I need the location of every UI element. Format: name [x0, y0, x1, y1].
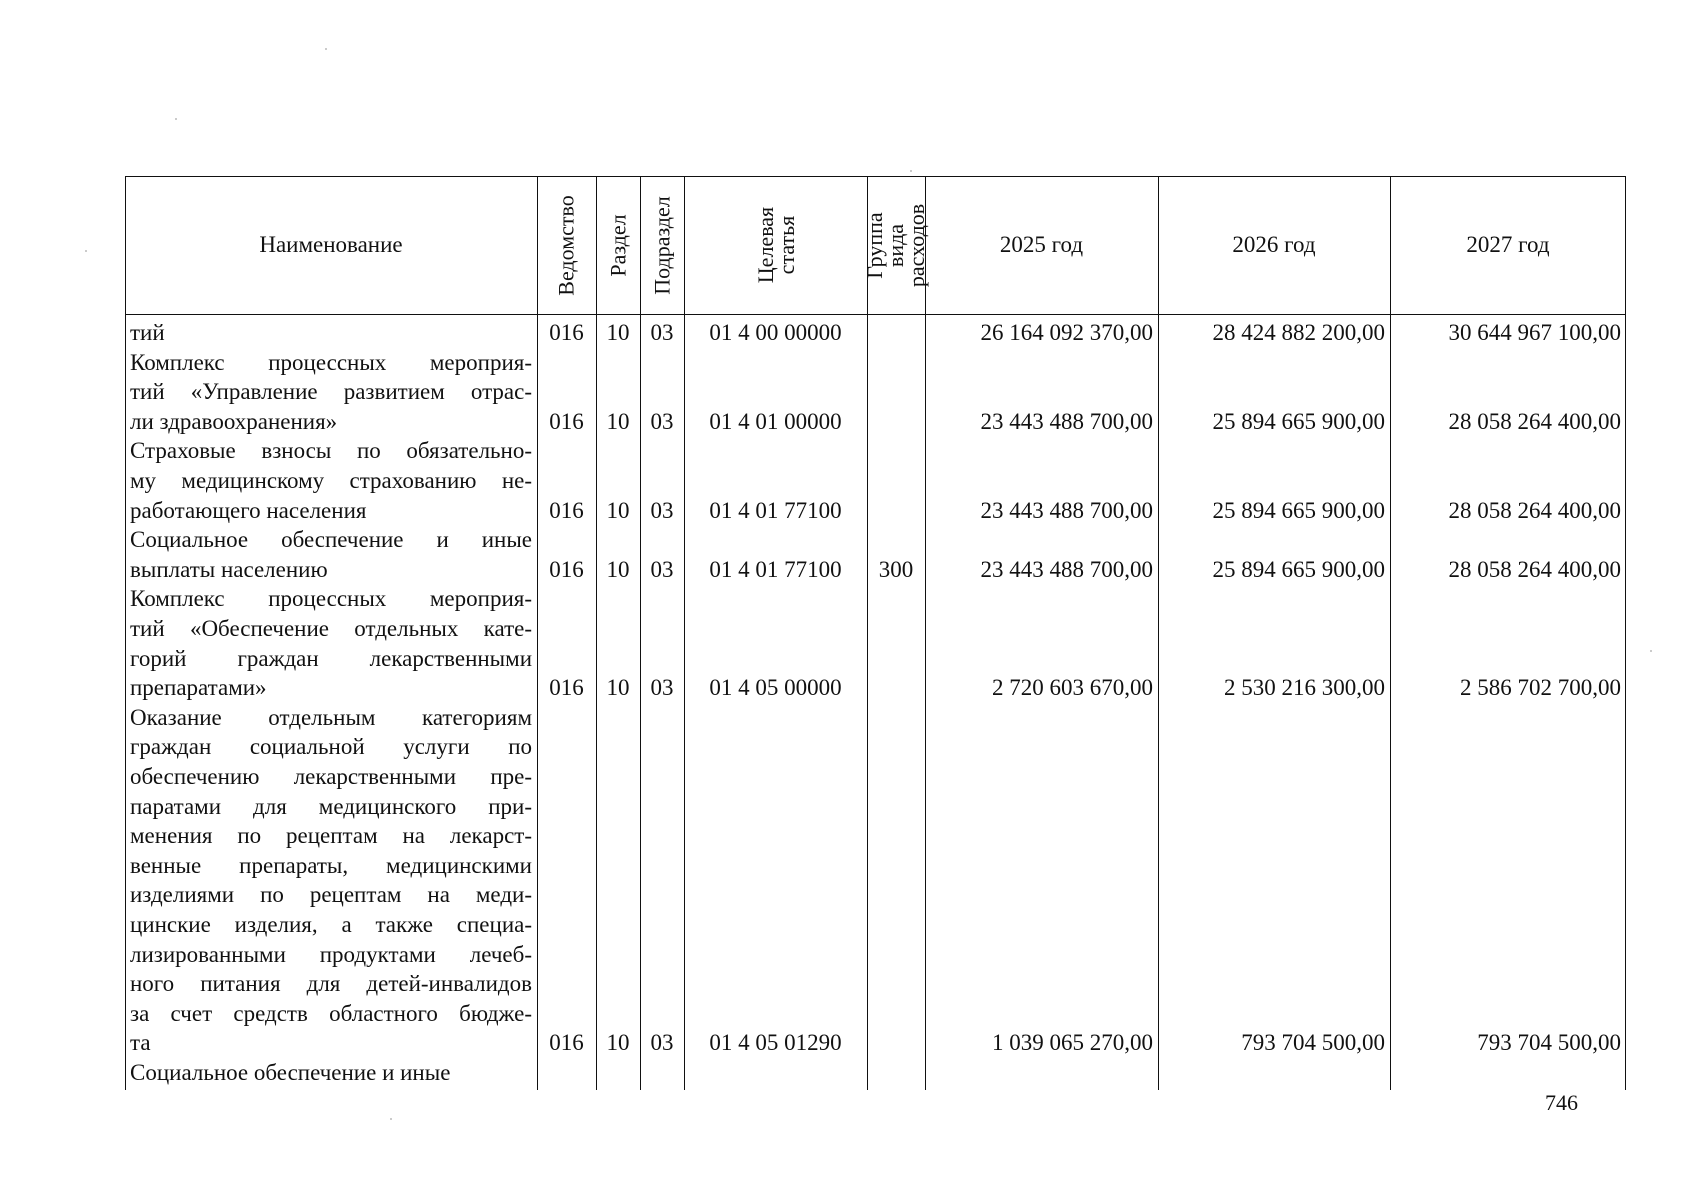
scan-speck	[325, 48, 327, 50]
row-name-line: граждан социальной услуги по	[130, 734, 532, 760]
row-value-2027: 28 058 264 400,00	[1448, 408, 1621, 434]
row-name-line: работающего населения	[130, 497, 367, 523]
row-value-2026: 25 894 665 900,00	[1212, 408, 1385, 434]
header-department: Ведомство	[554, 194, 579, 296]
row-value-2026: 793 704 500,00	[1241, 1030, 1385, 1056]
row-value-2027: 28 058 264 400,00	[1448, 556, 1621, 582]
row-value-2026: 25 894 665 900,00	[1212, 497, 1385, 523]
row-value-2025: 2 720 603 670,00	[992, 675, 1153, 701]
row-name-line: Комплекс процессных мероприя-	[130, 586, 532, 612]
row-section: 10	[606, 408, 630, 434]
header-expense-group: Группа вида расходов	[862, 203, 930, 287]
row-department: 016	[549, 1030, 584, 1056]
row-name-line: Социальное обеспечение и иные	[130, 527, 532, 553]
row-department: 016	[549, 675, 584, 701]
row-department: 016	[549, 408, 584, 434]
row-section: 10	[606, 556, 630, 582]
header-target-article: Целевая статья	[752, 206, 799, 284]
row-name-line: выплаты населению	[130, 556, 328, 582]
row-name-line: Страховые взносы по обязательно-	[130, 438, 532, 464]
row-value-2026: 28 424 882 200,00	[1212, 320, 1385, 345]
row-name-line: горий граждан лекарственными	[130, 645, 532, 671]
row-name-line: изделиями по рецептам на меди-	[130, 882, 532, 908]
row-subsection: 03	[650, 408, 674, 434]
row-name-line: Оказание отдельным категориям	[130, 704, 532, 730]
row-name	[130, 318, 532, 348]
row-subsection: 03	[650, 675, 674, 701]
row-name-line: ли здравоохранения»	[130, 408, 338, 434]
budget-table	[125, 176, 1626, 1090]
row-value-2027: 30 644 967 100,00	[1448, 320, 1621, 345]
row-name	[130, 525, 532, 584]
scan-speck	[390, 1118, 392, 1120]
row-name-line: цинские изделия, а также специа-	[130, 911, 532, 937]
row-name-line: препаратами»	[130, 675, 267, 701]
row-value-2025: 23 443 488 700,00	[980, 408, 1153, 434]
row-name-line: обеспечению лекарственными пре-	[130, 763, 532, 789]
header-divider	[125, 314, 1626, 315]
row-target-article: 01 4 00 00000	[709, 320, 842, 345]
row-department: 016	[549, 497, 584, 523]
row-name-line: Социальное обеспечение и иные	[130, 1060, 451, 1085]
row-value-2027: 793 704 500,00	[1477, 1030, 1621, 1056]
row-name	[130, 348, 532, 437]
row-value-2025: 23 443 488 700,00	[980, 556, 1153, 582]
row-value-2025: 1 039 065 270,00	[992, 1030, 1153, 1056]
row-value-2027: 2 586 702 700,00	[1460, 675, 1621, 701]
row-target-article: 01 4 01 00000	[709, 408, 842, 434]
row-name-line: паратами для медицинского при-	[130, 793, 532, 819]
row-name	[130, 584, 532, 702]
row-target-article: 01 4 05 00000	[709, 675, 842, 701]
row-name-line: венные препараты, медицинскими	[130, 852, 532, 878]
page-number: 746	[1545, 1090, 1578, 1115]
row-target-article: 01 4 01 77100	[709, 556, 842, 582]
row-value-2027: 28 058 264 400,00	[1448, 497, 1621, 523]
scan-speck	[175, 118, 177, 120]
row-target-article: 01 4 05 01290	[709, 1030, 842, 1056]
row-name	[130, 1058, 532, 1088]
header-name: Наименование	[259, 232, 403, 257]
row-name-line: тий	[130, 320, 165, 345]
row-expense-group: 300	[878, 556, 914, 582]
row-name	[130, 703, 532, 1058]
header-year-2027: 2027 год	[1466, 232, 1550, 257]
row-subsection: 03	[650, 556, 674, 582]
row-name-line: тий «Обеспечение отдельных кате-	[130, 615, 532, 641]
row-department: 016	[549, 556, 584, 582]
row-name-line: лизированными продуктами лечеб-	[130, 941, 532, 967]
scan-speck	[1650, 650, 1652, 652]
row-name-line: тий «Управление развитием отрас-	[130, 379, 532, 405]
header-year-2025: 2025 год	[999, 232, 1084, 257]
row-name-line: та	[130, 1030, 151, 1056]
header-section: Раздел	[605, 213, 631, 277]
row-value-2025: 26 164 092 370,00	[980, 320, 1153, 345]
row-name-line: менения по рецептам на лекарст-	[130, 823, 532, 849]
row-subsection: 03	[650, 320, 674, 345]
header-subsection: Подраздел	[649, 195, 675, 295]
header-year-2026: 2026 год	[1232, 232, 1316, 257]
row-value-2026: 25 894 665 900,00	[1212, 556, 1385, 582]
row-name-line: му медицинскому страхованию не-	[130, 467, 532, 493]
row-subsection: 03	[650, 497, 674, 523]
row-subsection: 03	[650, 1030, 674, 1056]
row-section: 10	[606, 1030, 630, 1056]
row-name	[130, 436, 532, 525]
row-target-article: 01 4 01 77100	[709, 497, 842, 523]
row-department: 016	[549, 320, 584, 345]
scan-speck	[910, 170, 912, 172]
row-value-2025: 23 443 488 700,00	[980, 497, 1153, 523]
row-section: 10	[606, 320, 630, 345]
scan-speck	[85, 250, 87, 252]
row-value-2026: 2 530 216 300,00	[1224, 675, 1385, 701]
row-name-line: Комплекс процессных мероприя-	[130, 349, 532, 375]
row-section: 10	[606, 497, 630, 523]
row-name-line: ного питания для детей-инвалидов	[130, 971, 532, 997]
row-name-line: за счет средств областного бюдже-	[130, 1000, 532, 1026]
row-section: 10	[606, 675, 630, 701]
